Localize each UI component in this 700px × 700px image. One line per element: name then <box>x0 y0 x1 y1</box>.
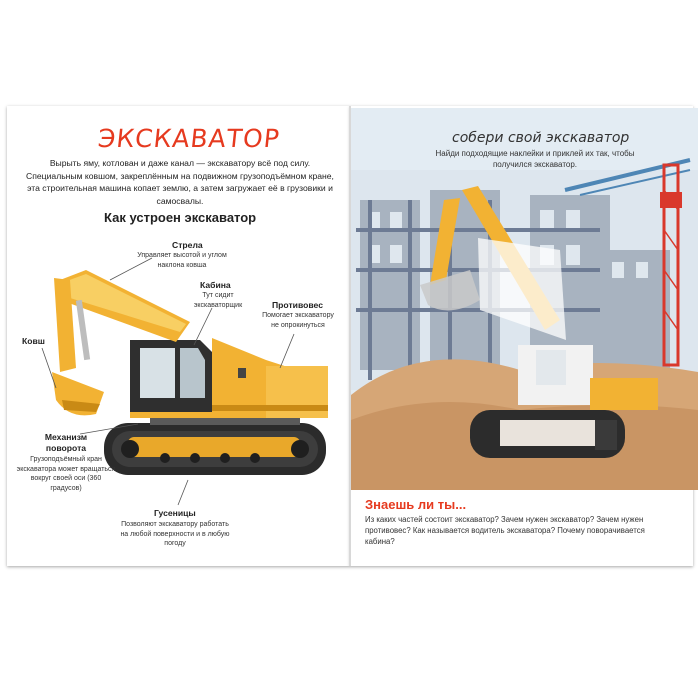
desc-tracks: Позволяют экскаватору работать на любой поверхности и в любую погоду <box>120 521 230 547</box>
label-boom: Стрела <box>172 240 203 250</box>
did-you-know-title: Знаешь ли ты... <box>365 497 467 512</box>
section-heading: Как устроен экскаватор <box>104 210 257 225</box>
label-cabin: Кабина <box>200 280 231 290</box>
desc-counterweight: Помогает экскаватору не опрокинуться <box>262 312 334 329</box>
label-tracks: Гусеницы <box>154 508 196 518</box>
label-counterweight: Противовес <box>272 300 323 310</box>
activity-instruction: Найди подходящие наклейки и приклей их так, чтобы получился экскаватор. <box>435 149 635 169</box>
label-rotation: Механизм поворота <box>44 432 88 453</box>
did-you-know-text: Из каких частей состоит экскаватор? Зачем нужен экскаватор? Зачем нужен противовес? Как называется водитель экскаватора? Почему поворачивается кабина? <box>365 515 645 546</box>
page-title: ЭКСКАВАТОР <box>96 124 282 153</box>
intro-paragraph: Вырыть яму, котлован и даже канал — экскаватору всё под силу. Специальным ковшом, закреплённым на подвижном грузоподъёмном кране, эта строительная машина копает землю, а затем загружает её в грузовики и самосвалы. <box>26 158 334 206</box>
desc-cabin: Тут сидит экскаваторщик <box>193 292 243 309</box>
activity-title: собери свой экскаватор <box>452 130 630 146</box>
desc-rotation: Грузоподъёмный кран экскаватора может вращаться вокруг своей оси (360 градусов) <box>16 456 116 492</box>
label-bucket: Ковш <box>22 336 45 346</box>
desc-boom: Управляет высотой и углом наклона ковша <box>137 252 227 269</box>
